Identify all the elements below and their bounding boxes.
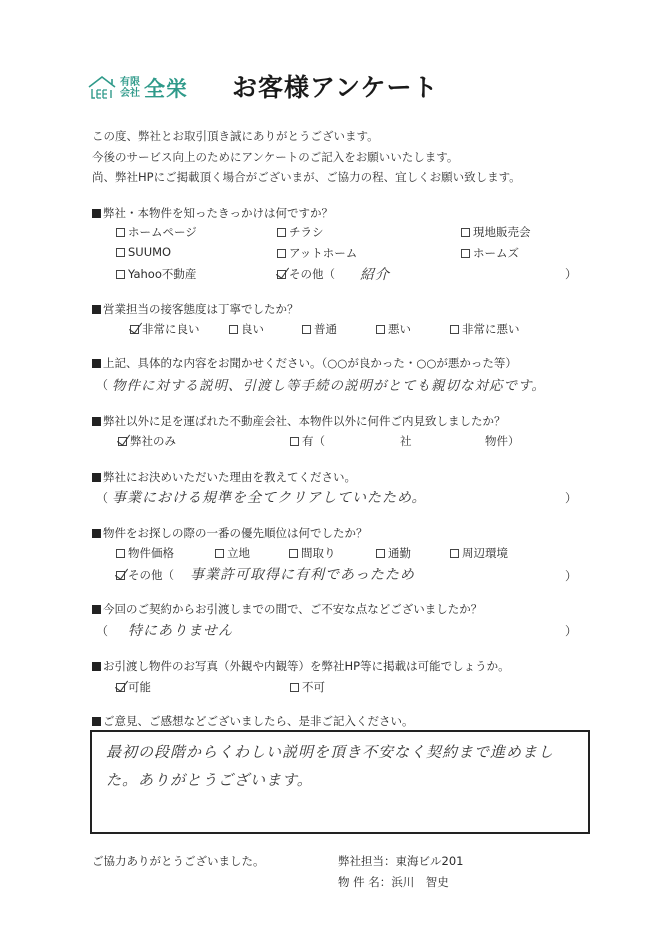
question-1-label: 弊社・本物件を知ったきっかけは何ですか？ — [103, 206, 333, 220]
question-5-label: 弊社にお決めいただいた理由を教えてください。 — [103, 470, 356, 484]
house-logo-icon — [88, 75, 116, 101]
logo-company-name: 全栄 — [144, 77, 188, 101]
logo-prefix-top: 有限 — [120, 77, 140, 88]
option-price[interactable] — [116, 545, 174, 561]
option-label: 良い — [241, 322, 264, 336]
thanks-message: ご協力ありがとうございました。 — [92, 854, 265, 868]
option-label: 悪い — [388, 322, 411, 336]
question-7-label: 今回のご契約からお引渡しまでの間で、ご不安な点などございましたか？ — [103, 602, 483, 616]
option-label: 物件価格 — [128, 546, 174, 560]
logo-prefix-bottom: 会社 — [120, 88, 140, 99]
option-label: 現地販売会 — [473, 225, 531, 239]
option-allowed[interactable] — [116, 679, 151, 695]
option-label: チラシ — [289, 225, 324, 239]
option-not-allowed[interactable] — [290, 679, 325, 695]
checkbox-icon[interactable] — [277, 228, 286, 237]
option-label: 可能 — [128, 680, 151, 694]
option-label: SUUMO — [128, 245, 172, 259]
option-homes[interactable] — [461, 245, 519, 261]
property-value: 浜川 智史 — [391, 875, 449, 889]
question-6-label: 物件をお探しの際の一番の優先順位は何でしたか？ — [103, 526, 368, 540]
staff-row — [338, 853, 463, 869]
option-label: ホームズ — [473, 246, 519, 260]
close-paren: ） — [565, 624, 578, 638]
option-label: 間取り — [301, 546, 336, 560]
q1-other-answer[interactable]: 紹介 — [360, 267, 390, 283]
option-athome[interactable] — [277, 245, 357, 261]
checkbox-icon[interactable] — [289, 549, 298, 558]
checkbox-icon[interactable] — [450, 549, 459, 558]
option-label: 普通 — [314, 322, 337, 336]
open-paren: （ — [96, 378, 109, 392]
option-other[interactable] — [116, 567, 174, 583]
checkbox-icon[interactable] — [116, 248, 125, 257]
open-paren: （ — [96, 624, 109, 638]
checkbox-icon[interactable] — [116, 270, 125, 279]
property-label: 物 件 名： — [338, 875, 392, 889]
option-label: 不可 — [302, 680, 325, 694]
checkbox-icon[interactable] — [290, 437, 299, 446]
option-suumo[interactable] — [116, 245, 171, 259]
page-title: お客様アンケート — [232, 73, 439, 102]
question-1 — [92, 205, 333, 221]
company-logo — [88, 72, 188, 104]
option-label: 立地 — [227, 546, 250, 560]
checkbox-icon[interactable] — [290, 683, 299, 692]
option-label: 周辺環境 — [462, 546, 508, 560]
unit-company: 社 — [400, 434, 412, 448]
option-homepage[interactable] — [116, 224, 197, 240]
option-label: アットホーム — [289, 246, 358, 260]
question-3 — [92, 355, 517, 371]
question-4-label: 弊社以外に足を運ばれた不動産会社、本物件以外に何件ご内見致しましたか？ — [103, 414, 506, 428]
checkbox-checked-icon[interactable] — [116, 683, 125, 692]
q5-answer[interactable]: 事業における規準を全てクリアしていたため。 — [112, 490, 427, 506]
checkbox-icon[interactable] — [461, 228, 470, 237]
staff-label: 弊社担当： — [338, 854, 396, 868]
checkbox-icon[interactable] — [116, 549, 125, 558]
close-paren: ） — [565, 491, 578, 505]
option-label: 通勤 — [388, 546, 411, 560]
checkbox-checked-icon[interactable] — [277, 270, 286, 279]
intro-line-1: この度、弊社とお取引頂き誠にありがとうございます。 — [92, 129, 379, 143]
checkbox-icon[interactable] — [461, 249, 470, 258]
question-8-label: お引渡し物件のお写真（外観や内観等）を弊社HP等に掲載は可能でしょうか。 — [103, 659, 510, 673]
question-7 — [92, 601, 482, 617]
checkbox-icon[interactable] — [229, 325, 238, 334]
option-flyer[interactable] — [277, 224, 324, 240]
option-floor-plan[interactable] — [289, 545, 336, 561]
close-paren: ） — [565, 267, 578, 281]
option-bad[interactable] — [376, 321, 411, 337]
option-very-good[interactable] — [130, 321, 200, 337]
q6-other-answer[interactable]: 事業許可取得に有利であったため — [190, 567, 415, 583]
intro-line-2: 今後のサービス向上のためにアンケートのご記入をお願いいたします。 — [92, 150, 459, 164]
unit-property: 物件） — [485, 434, 520, 448]
property-row — [338, 874, 449, 890]
intro-line-3: 尚、弊社HPにご掲載頂く場合がございまが、ご協力の程、宜しくお願い致します。 — [92, 170, 521, 184]
question-4 — [92, 413, 506, 429]
open-paren: （ — [96, 491, 109, 505]
option-label: Yahoo不動産 — [128, 267, 197, 281]
question-2-label: 営業担当の接客態度は丁寧でしたか？ — [103, 302, 299, 316]
option-label: 非常に良い — [142, 322, 200, 336]
option-label: 非常に悪い — [462, 322, 520, 336]
question-6 — [92, 525, 368, 541]
option-label: 弊社のみ — [130, 434, 176, 448]
logo-company-type — [120, 77, 140, 99]
checkbox-checked-icon[interactable] — [130, 325, 139, 334]
close-paren: ） — [565, 569, 578, 583]
question-9-label: ご意見、ご感想などございましたら、是非ご記入ください。 — [103, 714, 414, 728]
comment-box[interactable] — [90, 730, 590, 834]
option-very-bad[interactable] — [450, 321, 520, 337]
checkbox-icon[interactable] — [302, 325, 311, 334]
option-label: その他（ — [289, 267, 335, 281]
question-8 — [92, 658, 510, 674]
option-average[interactable] — [302, 321, 337, 337]
checkbox-icon[interactable] — [215, 549, 224, 558]
checkbox-checked-icon[interactable] — [118, 437, 127, 446]
checkbox-icon[interactable] — [376, 549, 385, 558]
checkbox-checked-icon[interactable] — [116, 571, 125, 580]
checkbox-icon[interactable] — [376, 325, 385, 334]
checkbox-icon[interactable] — [116, 228, 125, 237]
option-open-house[interactable] — [461, 224, 531, 240]
question-9 — [92, 713, 414, 729]
option-label: その他（ — [128, 568, 174, 582]
question-2 — [92, 301, 299, 317]
option-commute[interactable] — [376, 545, 411, 561]
option-yahoo-realestate[interactable] — [116, 266, 196, 282]
option-surroundings[interactable] — [450, 545, 508, 561]
question-5 — [92, 469, 356, 485]
question-3-label: 上記、具体的な内容をお聞かせください。（○○が良かった・○○が悪かった等） — [103, 356, 517, 370]
checkbox-icon[interactable] — [277, 249, 286, 258]
option-only-us[interactable] — [118, 433, 176, 449]
q3-answer[interactable]: 物件に対する説明、引渡し等手続の説明がとても親切な対応です。 — [112, 378, 546, 394]
staff-value: 東海ビル201 — [395, 854, 464, 868]
option-yes-others[interactable] — [290, 433, 325, 449]
option-label: 有（ — [302, 434, 325, 448]
option-location[interactable] — [215, 545, 250, 561]
checkbox-icon[interactable] — [450, 325, 459, 334]
option-other[interactable] — [277, 266, 335, 282]
option-good[interactable] — [229, 321, 264, 337]
q7-answer[interactable]: 特にありません — [128, 623, 233, 639]
option-label: ホームページ — [128, 225, 197, 239]
comment-answer: 最初の段階からくわしい説明を頂き不安なく契約まで進めました。ありがとうございます。 — [106, 743, 555, 789]
